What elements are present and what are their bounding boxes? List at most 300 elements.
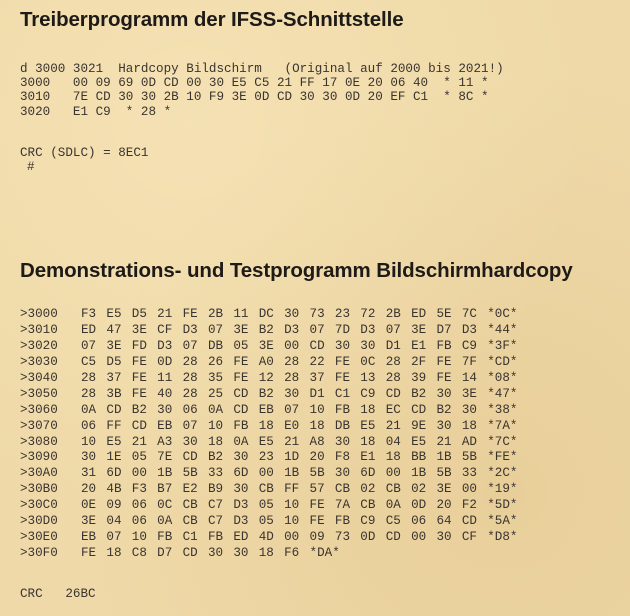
hex-byte: CD [106,402,122,417]
hex-byte: B7 [157,482,173,497]
hex-byte: 5E [436,307,452,321]
hex-byte: 07 [182,418,198,433]
hex-byte: 39 [411,370,427,385]
hex-byte: 9E [411,418,427,433]
listing-line: d 3000 3021 Hardcopy Bildschirm (Original auf 2000 bis 2021!) [20,62,504,76]
row-checksum: *DA* [309,546,340,561]
row-address: >30F0 [20,546,58,561]
hex-byte: 06 [182,402,198,417]
dump-row [20,371,523,387]
hex-byte: EB [258,402,274,417]
hex-byte: 30 [233,450,249,465]
hex-byte: 5B [182,466,198,481]
hex-byte: 7D [334,322,351,337]
hex-byte: FE [436,354,452,369]
hex-byte: 26 [207,354,224,369]
hex-byte: 1D [284,450,300,465]
hex-byte: 07 [81,338,97,353]
hex-byte: 07 [182,338,198,353]
hex-byte: CB [258,482,274,497]
hex-byte: 73 [334,530,351,545]
hex-byte: 57 [309,482,325,497]
hex-byte: 28 [182,386,198,401]
hex-byte: FE [309,514,325,529]
hex-byte: 0A [207,402,224,417]
row-checksum: *5D* [487,498,518,513]
hex-byte: E1 [360,450,376,465]
hex-byte: FE [233,370,249,385]
hex-byte: B9 [207,482,224,497]
hex-byte: 18 [207,434,224,449]
hex-byte: 21 [284,434,300,449]
row-address: >3020 [20,338,58,353]
hex-byte: 0C [360,354,376,369]
hex-byte: 21 [385,418,401,433]
hex-byte: 3E [461,386,477,401]
hex-byte: CD [461,514,477,529]
hex-byte: 30 [81,450,97,465]
hex-byte: D7 [436,322,452,337]
hex-byte: 02 [411,482,427,497]
hex-byte: 06 [411,514,427,529]
hex-byte: FF [106,418,122,433]
hex-byte: 5B [309,466,325,481]
hex-byte: FE [182,307,198,321]
hex-byte: EB [81,530,97,545]
hex-byte: 21 [131,434,147,449]
hex-byte: 7A [334,498,351,513]
hex-byte: 1B [411,466,427,481]
hex-byte: 18 [385,450,401,465]
hex-byte: C1 [182,530,198,545]
hex-byte: F2 [461,498,477,513]
hex-byte: D1 [309,386,325,401]
section1-title: Treiberprogramm der IFSS-Schnittstelle [20,8,404,31]
hex-byte: 30 [233,546,249,561]
hex-byte: 00 [461,482,477,497]
hex-byte: 10 [81,434,97,449]
hex-byte: E5 [258,434,274,449]
row-checksum: *FE* [487,450,518,465]
driver-listing [20,62,504,119]
row-checksum: *D8* [487,530,518,545]
row-address: >30C0 [20,498,58,513]
hex-byte: 30 [436,530,452,545]
dump-row [20,450,523,466]
hex-byte: B2 [131,402,147,417]
hex-byte: D5 [106,354,122,369]
hex-byte: 2B [207,307,224,321]
hex-byte: 3B [106,386,122,401]
row-checksum: *0C* [487,307,518,321]
hex-byte: 00 [131,466,147,481]
hex-byte: 20 [436,498,452,513]
hex-byte: C9 [360,514,376,529]
hex-byte: 30 [284,386,300,401]
hex-byte: 02 [360,482,376,497]
hex-byte: 30 [360,338,376,353]
hex-byte: 1E [106,450,122,465]
dump-row [20,514,523,530]
hex-byte: D3 [360,322,376,337]
hex-byte: D3 [233,498,249,513]
hex-byte: 6D [360,466,376,481]
hex-byte: 2F [411,354,427,369]
hex-byte: E5 [411,434,427,449]
hex-byte: 11 [157,370,173,385]
hex-byte: E5 [360,418,376,433]
hex-byte: D3 [461,322,477,337]
hex-byte: FF [284,482,300,497]
hex-byte: FE [334,370,351,385]
hex-dump [20,307,523,562]
row-address: >3030 [20,354,58,369]
hex-byte: 0E [81,498,97,513]
row-checksum: *5A* [487,514,518,529]
hex-byte: 6D [106,466,122,481]
hex-byte: CD [309,338,325,353]
hex-byte: C5 [81,354,97,369]
hex-byte: 28 [385,370,401,385]
hex-byte: CB [182,498,198,513]
hex-byte: D5 [131,307,147,321]
hex-byte: 06 [131,514,147,529]
hex-byte: FE [131,386,147,401]
hex-byte: C9 [461,338,477,353]
hex-byte: 18 [258,546,274,561]
hex-byte: E5 [106,434,122,449]
hex-byte: 0A [385,498,401,513]
hex-byte: C1 [334,386,351,401]
dump-row [20,482,523,498]
hex-byte: FD [131,338,147,353]
section2-title: Demonstrations- und Testprogramm Bildschirmhardcopy [20,259,573,282]
hex-byte: 23 [258,450,274,465]
row-address: >30D0 [20,514,58,529]
hex-byte: 28 [81,386,97,401]
hex-byte: FB [436,338,452,353]
hex-byte: CB [334,482,351,497]
hex-byte: 0D [411,498,427,513]
row-checksum: *CD* [487,354,518,369]
hex-byte: C7 [207,514,224,529]
hex-byte: 1B [436,450,452,465]
hex-byte: 00 [284,338,300,353]
hex-byte: 10 [131,530,147,545]
hex-byte: B2 [207,450,224,465]
row-address: >3070 [20,418,58,433]
hex-byte: F3 [131,482,147,497]
hex-byte: 06 [81,418,97,433]
hex-byte: 7C [461,307,477,321]
hex-byte: 7E [157,450,173,465]
hex-byte: 09 [106,498,122,513]
hex-byte: 0D [360,530,376,545]
hex-byte: CB [385,482,401,497]
hex-byte: D7 [157,546,173,561]
hex-byte: 04 [385,434,401,449]
dump-row [20,323,523,339]
hex-byte: FB [233,418,249,433]
hex-byte: 0C [157,498,173,513]
hex-byte: 30 [207,546,224,561]
hex-byte: CB [360,498,376,513]
hex-byte: 40 [157,386,173,401]
dump-row [20,419,523,435]
listing-line: 3010 7E CD 30 30 2B 10 F9 3E 0D CD 30 30 0D 20 EF C1 * 8C * [20,90,489,105]
hex-byte: 18 [360,402,376,417]
hex-byte: 11 [233,307,249,321]
hex-byte: E1 [411,338,427,353]
hex-byte: 21 [436,434,452,449]
hex-byte: 3E [233,322,249,337]
hex-byte: 28 [284,370,300,385]
hex-byte: 1B [157,466,173,481]
dump-row [20,530,523,546]
section1-crc: CRC (SDLC) = 8EC1 [20,146,149,160]
hex-byte: C7 [207,498,224,513]
hex-byte: E2 [182,482,198,497]
row-checksum: *08* [487,370,518,385]
row-address: >3090 [20,450,58,465]
hex-byte: 05 [233,338,249,353]
row-address: >3010 [20,322,58,337]
hex-byte: CD [385,386,401,401]
hex-byte: B2 [258,386,274,401]
hex-byte: D1 [385,338,401,353]
hex-byte: 33 [461,466,477,481]
hex-byte: 18 [461,418,477,433]
hex-byte: B2 [436,402,452,417]
row-checksum: *2C* [487,466,518,481]
hex-byte: A3 [157,434,173,449]
hex-byte: FE [334,354,351,369]
hex-byte: C5 [385,514,401,529]
hex-byte: D3 [182,322,198,337]
dump-row [20,435,523,451]
hex-byte: 30 [436,418,452,433]
hex-byte: FB [334,514,351,529]
hex-byte: ED [81,322,97,337]
row-address: >30A0 [20,466,58,481]
row-checksum: *7C* [487,434,518,449]
hex-byte: CD [233,402,249,417]
hex-byte: 4B [106,482,122,497]
hex-byte: CD [131,418,147,433]
hex-byte: D3 [233,514,249,529]
row-checksum: *7A* [487,418,518,433]
hex-byte: ED [233,530,249,545]
hex-byte: 30 [461,402,477,417]
hex-byte: 23 [334,307,351,321]
hex-byte: C8 [131,546,147,561]
hex-byte: 3E [106,338,122,353]
hex-byte: CF [461,530,477,545]
hex-byte: E0 [284,418,300,433]
hex-byte: 72 [360,307,376,321]
hex-byte: 0A [81,402,97,417]
row-address: >3040 [20,370,58,385]
hex-byte: 00 [258,466,274,481]
hex-byte: 00 [284,530,300,545]
row-checksum: *44* [487,322,518,337]
dump-row [20,498,523,514]
listing-line: 3020 E1 C9 * 28 * [20,104,172,119]
hex-byte: ED [411,307,427,321]
hex-byte: 04 [106,514,122,529]
hex-byte: 3E [81,514,97,529]
row-checksum: *19* [487,482,518,497]
hex-byte: 09 [309,530,325,545]
hex-byte: 05 [131,450,147,465]
hex-byte: 30 [436,386,452,401]
row-address: >30B0 [20,482,58,497]
hex-byte: CD [233,386,249,401]
listing-line: 3000 00 09 69 0D CD 00 30 E5 C5 21 FF 17 0E 20 06 40 * 11 * [20,76,489,91]
hex-byte: DC [258,307,274,321]
hex-byte: 20 [309,450,325,465]
hex-byte: 05 [258,514,274,529]
hex-byte: FE [81,546,97,561]
row-address: >30E0 [20,530,58,545]
dump-row [20,403,523,419]
hex-byte: 10 [284,514,300,529]
hex-byte: B2 [258,322,274,337]
hex-byte: F6 [284,546,300,561]
hex-byte: 13 [360,370,376,385]
hex-byte: 35 [207,370,224,385]
hex-byte: 30 [284,307,300,321]
hex-byte: 37 [309,370,325,385]
dump-row [20,307,523,323]
hex-byte: 28 [182,354,198,369]
hex-byte: 18 [106,546,122,561]
hex-byte: 7F [461,354,477,369]
dump-row [20,387,523,403]
hex-byte: 3E [411,322,427,337]
hex-byte: FE [309,498,325,513]
hex-byte: 00 [385,466,401,481]
hex-byte: DB [207,338,224,353]
hex-byte: 6D [233,466,249,481]
hex-byte: 28 [284,354,300,369]
hex-byte: 05 [258,498,274,513]
dump-row [20,339,523,355]
hex-byte: D3 [284,322,300,337]
hex-byte: CD [182,450,198,465]
hex-byte: 30 [182,434,198,449]
hex-byte: F8 [334,450,351,465]
hex-byte: 3E [258,338,274,353]
hex-byte: 07 [309,322,325,337]
row-address: >3050 [20,386,58,401]
hex-byte: FE [233,354,249,369]
hex-byte: FB [157,530,173,545]
section2-crc: CRC 26BC [20,587,96,601]
hex-byte: CD [411,402,427,417]
hex-byte: FE [436,370,452,385]
hex-byte: 30 [233,482,249,497]
hex-byte: FB [207,530,224,545]
hex-byte: 73 [309,307,325,321]
hex-byte: 30 [334,434,351,449]
hex-byte: 28 [182,370,198,385]
hex-byte: 2B [385,307,401,321]
hex-byte: 3E [131,322,147,337]
hex-byte: EB [157,418,173,433]
hex-byte: 18 [309,418,325,433]
hex-byte: 25 [207,386,224,401]
row-checksum: *3F* [487,338,518,353]
row-checksum: *38* [487,402,518,417]
hex-byte: 07 [385,322,401,337]
hex-byte: CF [157,322,173,337]
hex-byte: 07 [284,402,300,417]
hex-byte: 18 [360,434,376,449]
hex-byte: AD [461,434,477,449]
hex-byte: 33 [207,466,224,481]
dump-row [20,546,523,562]
hex-byte: 10 [284,498,300,513]
section1-prompt: # [27,160,35,174]
hex-byte: 31 [81,466,97,481]
hex-byte: 4D [258,530,274,545]
hex-byte: 0D [157,354,173,369]
hex-byte: 20 [81,482,97,497]
hex-byte: 07 [106,530,122,545]
dump-row [20,355,523,371]
hex-byte: 28 [81,370,97,385]
hex-byte: 30 [157,402,173,417]
hex-byte: 06 [131,498,147,513]
row-address: >3060 [20,402,58,417]
hex-byte: 30 [334,338,351,353]
hex-byte: 47 [106,322,122,337]
hex-byte: 0A [233,434,249,449]
hex-byte: 1B [284,466,300,481]
hex-byte: 22 [309,354,325,369]
hex-byte: DB [334,418,351,433]
hex-byte: 5B [436,466,452,481]
hex-byte: 14 [461,370,477,385]
hex-byte: F3 [81,307,97,321]
hex-byte: 5B [461,450,477,465]
hex-byte: 37 [106,370,122,385]
hex-byte: CB [182,514,198,529]
hex-byte: FE [131,370,147,385]
hex-byte: 12 [258,370,274,385]
hex-byte: B2 [411,386,427,401]
hex-byte: 30 [334,466,351,481]
hex-byte: C9 [360,386,376,401]
hex-byte: CD [182,546,198,561]
row-address: >3080 [20,434,58,449]
hex-byte: 3E [436,482,452,497]
hex-byte: FE [131,354,147,369]
hex-byte: A0 [258,354,274,369]
hex-byte: 10 [207,418,224,433]
hex-byte: 64 [436,514,452,529]
hex-byte: BB [411,450,427,465]
hex-byte: FB [334,402,351,417]
hex-byte: A8 [309,434,325,449]
hex-byte: D3 [157,338,173,353]
hex-byte: 0A [157,514,173,529]
row-address: >3000 [20,307,58,321]
hex-byte: 21 [157,307,173,321]
hex-byte: 07 [207,322,224,337]
hex-byte: 00 [411,530,427,545]
